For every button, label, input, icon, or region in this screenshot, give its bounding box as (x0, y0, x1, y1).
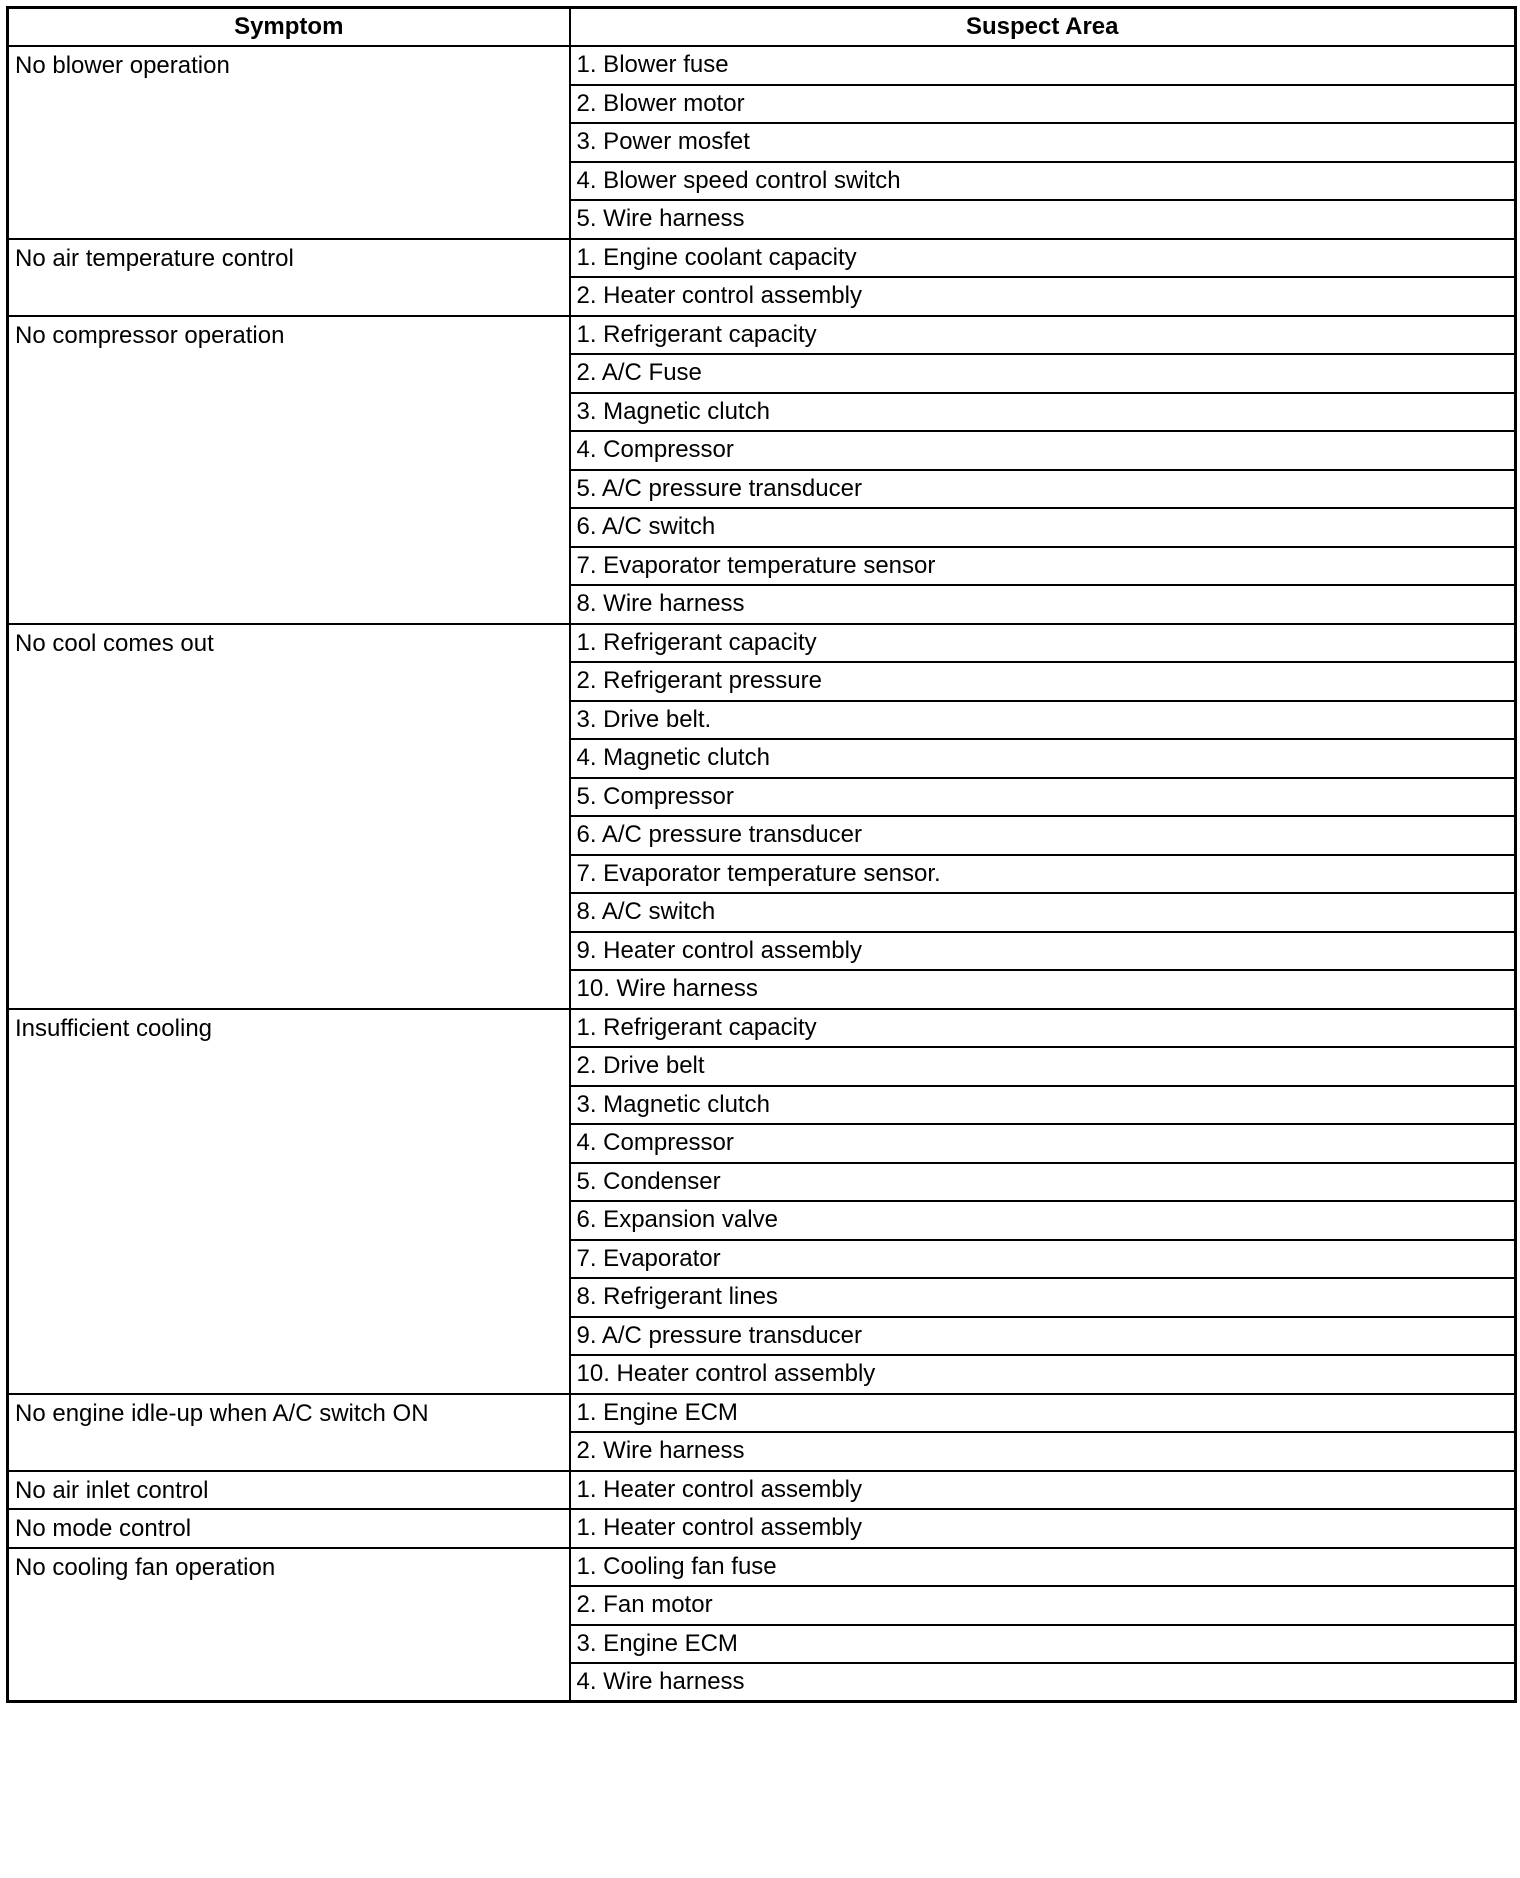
suspect-area-cell: 6. A/C pressure transducer (570, 816, 1516, 855)
suspect-area-cell: 7. Evaporator temperature sensor. (570, 855, 1516, 894)
table-row (8, 316, 1516, 355)
suspect-area-cell: 1. Heater control assembly (570, 1471, 1516, 1510)
suspect-area-cell: 7. Evaporator temperature sensor (570, 547, 1516, 586)
suspect-area-cell: 3. Engine ECM (570, 1625, 1516, 1664)
suspect-area-cell: 4. Compressor (570, 1124, 1516, 1163)
table-row (8, 239, 1516, 278)
suspect-area-cell: 7. Evaporator (570, 1240, 1516, 1279)
suspect-area-cell: 6. Expansion valve (570, 1201, 1516, 1240)
table-row (8, 1009, 1516, 1048)
suspect-area-cell: 4. Blower speed control switch (570, 162, 1516, 201)
table-row (8, 46, 1516, 85)
suspect-area-cell: 9. A/C pressure transducer (570, 1317, 1516, 1356)
symptom-cell: No air temperature control (8, 239, 570, 316)
suspect-area-cell: 1. Refrigerant capacity (570, 624, 1516, 663)
suspect-area-cell: 1. Engine ECM (570, 1394, 1516, 1433)
symptom-cell: No cooling fan operation (8, 1548, 570, 1702)
symptom-cell: No engine idle-up when A/C switch ON (8, 1394, 570, 1471)
suspect-area-cell: 4. Compressor (570, 431, 1516, 470)
suspect-area-cell: 2. Heater control assembly (570, 277, 1516, 316)
suspect-area-cell: 2. Blower motor (570, 85, 1516, 124)
suspect-area-cell: 2. A/C Fuse (570, 354, 1516, 393)
suspect-area-cell: 8. Refrigerant lines (570, 1278, 1516, 1317)
suspect-area-cell: 10. Wire harness (570, 970, 1516, 1009)
suspect-area-cell: 1. Cooling fan fuse (570, 1548, 1516, 1587)
table-row (8, 1548, 1516, 1587)
symptom-cell: No blower operation (8, 46, 570, 239)
suspect-area-cell: 1. Engine coolant capacity (570, 239, 1516, 278)
table-row (8, 1394, 1516, 1433)
suspect-area-cell: 10. Heater control assembly (570, 1355, 1516, 1394)
symptom-cell: No compressor operation (8, 316, 570, 624)
suspect-area-cell: 3. Power mosfet (570, 123, 1516, 162)
suspect-area-cell: 3. Magnetic clutch (570, 393, 1516, 432)
suspect-area-cell: 5. Wire harness (570, 200, 1516, 239)
header-row (8, 8, 1516, 47)
suspect-area-cell: 2. Fan motor (570, 1586, 1516, 1625)
suspect-area-cell: 3. Magnetic clutch (570, 1086, 1516, 1125)
suspect-area-cell: 8. A/C switch (570, 893, 1516, 932)
suspect-area-cell: 8. Wire harness (570, 585, 1516, 624)
symptom-cell: Insufficient cooling (8, 1009, 570, 1394)
suspect-area-cell: 2. Wire harness (570, 1432, 1516, 1471)
header-suspect-area: Suspect Area (570, 8, 1516, 47)
table-row (8, 1471, 1516, 1510)
symptom-cell: No mode control (8, 1509, 570, 1548)
symptom-cell: No air inlet control (8, 1471, 570, 1510)
table-row (8, 1509, 1516, 1548)
header-symptom: Symptom (8, 8, 570, 47)
suspect-area-cell: 1. Refrigerant capacity (570, 316, 1516, 355)
table-row (8, 624, 1516, 663)
suspect-area-cell: 4. Wire harness (570, 1663, 1516, 1702)
suspect-area-cell: 3. Drive belt. (570, 701, 1516, 740)
suspect-area-cell: 5. Compressor (570, 778, 1516, 817)
suspect-area-cell: 1. Refrigerant capacity (570, 1009, 1516, 1048)
suspect-area-cell: 5. Condenser (570, 1163, 1516, 1202)
suspect-area-cell: 6. A/C switch (570, 508, 1516, 547)
suspect-area-cell: 5. A/C pressure transducer (570, 470, 1516, 509)
table-body (8, 46, 1516, 1702)
suspect-area-cell: 2. Drive belt (570, 1047, 1516, 1086)
suspect-area-cell: 4. Magnetic clutch (570, 739, 1516, 778)
suspect-area-cell: 1. Heater control assembly (570, 1509, 1516, 1548)
symptom-cell: No cool comes out (8, 624, 570, 1009)
suspect-area-cell: 1. Blower fuse (570, 46, 1516, 85)
troubleshooting-table (6, 6, 1517, 1703)
suspect-area-cell: 9. Heater control assembly (570, 932, 1516, 971)
suspect-area-cell: 2. Refrigerant pressure (570, 662, 1516, 701)
